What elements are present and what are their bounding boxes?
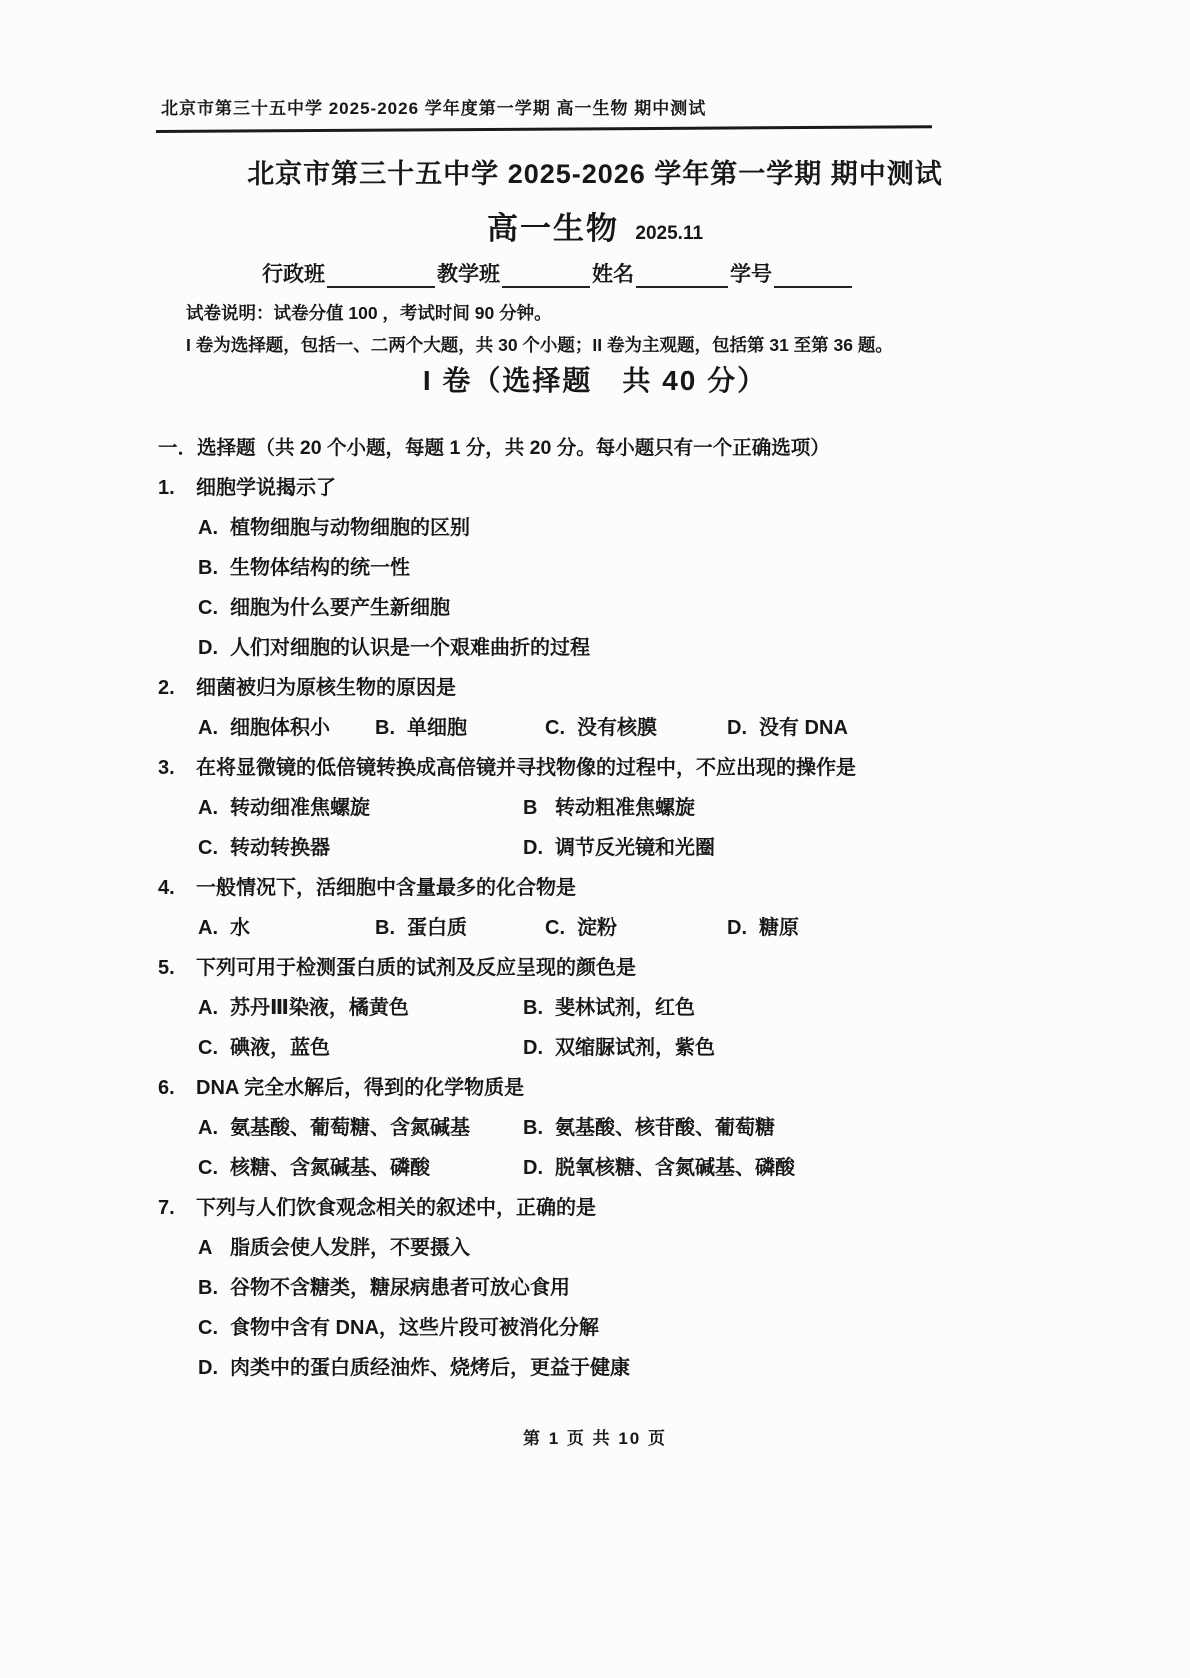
field-blank bbox=[327, 260, 435, 288]
option-text: 植物细胞与动物细胞的区别 bbox=[230, 517, 470, 539]
option-text: 脂质会使人发胖，不要摄入 bbox=[230, 1237, 470, 1259]
option-text: 水 bbox=[230, 917, 250, 939]
option-label: C. bbox=[198, 837, 218, 859]
option-label: D. bbox=[727, 717, 747, 739]
option bbox=[545, 908, 727, 948]
option-text: 调节反光镜和光圈 bbox=[555, 837, 715, 859]
option-text: 人们对细胞的认识是一个艰难曲折的过程 bbox=[230, 637, 590, 659]
course-title: 高一生物 bbox=[486, 211, 619, 246]
question-stem bbox=[158, 1068, 1078, 1108]
question bbox=[158, 1188, 1078, 1388]
option-label: C. bbox=[545, 917, 565, 939]
option-text: 细胞为什么要产生新细胞 bbox=[230, 597, 450, 619]
option bbox=[523, 1028, 1078, 1068]
question-number: 7. bbox=[158, 1197, 175, 1219]
question-text: DNA 完全水解后，得到的化学物质是 bbox=[196, 1077, 525, 1099]
option-label: D. bbox=[523, 1037, 543, 1059]
option bbox=[375, 908, 545, 948]
option bbox=[198, 988, 523, 1028]
option-text: 蛋白质 bbox=[407, 917, 467, 939]
course-subtitle bbox=[0, 203, 1190, 248]
option-label: D. bbox=[198, 637, 218, 659]
question-number: 6. bbox=[158, 1077, 175, 1099]
option-label: A. bbox=[198, 997, 218, 1019]
option-text: 生物体结构的统一性 bbox=[230, 557, 410, 579]
part-heading: 一．选择题（共 20 个小题，每题 1 分，共 20 分。每小题只有一个正确选项） bbox=[158, 437, 830, 459]
question bbox=[158, 948, 1078, 1068]
option bbox=[198, 908, 375, 948]
option-text: 糖原 bbox=[759, 917, 799, 939]
option-label: C. bbox=[198, 1317, 218, 1339]
option-label: B bbox=[523, 797, 538, 819]
option-label: D. bbox=[727, 917, 747, 939]
option bbox=[523, 1108, 1078, 1148]
option-text: 斐林试剂，红色 bbox=[555, 997, 695, 1019]
option-label: B. bbox=[375, 917, 395, 939]
option bbox=[727, 908, 799, 948]
option-text: 没有核膜 bbox=[577, 717, 657, 739]
question-text: 下列可用于检测蛋白质的试剂及反应呈现的颜色是 bbox=[196, 957, 636, 979]
question bbox=[158, 468, 1078, 668]
question-stem bbox=[158, 948, 1078, 988]
option-label: C. bbox=[198, 597, 218, 619]
question-stem bbox=[158, 668, 1078, 708]
option-label: B. bbox=[523, 1117, 543, 1139]
option bbox=[523, 988, 1078, 1028]
question-text: 在将显微镜的低倍镜转换成高倍镜并寻找物像的过程中，不应出现的操作是 bbox=[196, 757, 856, 779]
exam-note: I 卷为选择题，包括一、二两个大题，共 30 个小题；II 卷为主观题，包括第 31 至第 36 题。 bbox=[186, 335, 893, 355]
option-text: 肉类中的蛋白质经油炸、烧烤后，更益于健康 bbox=[230, 1357, 630, 1379]
option-label: B. bbox=[375, 717, 395, 739]
option-text: 碘液，蓝色 bbox=[230, 1037, 330, 1059]
page-footer: 第 1 页 共 10 页 bbox=[523, 1429, 667, 1448]
option-label: D. bbox=[523, 837, 543, 859]
option bbox=[158, 1268, 1078, 1308]
option-label: D. bbox=[198, 1357, 218, 1379]
option bbox=[198, 1108, 523, 1148]
option-label: D. bbox=[523, 1157, 543, 1179]
section-title: I 卷（选择题 共 40 分） bbox=[422, 365, 768, 396]
field-blank bbox=[636, 260, 728, 288]
question-stem bbox=[158, 868, 1078, 908]
option bbox=[158, 1308, 1078, 1348]
question-number: 3. bbox=[158, 757, 175, 779]
option-text: 谷物不含糖类，糖尿病患者可放心食用 bbox=[230, 1277, 570, 1299]
running-header: 北京市第三十五中学 2025-2026 学年度第一学期 高一生物 期中测试 bbox=[161, 99, 707, 118]
option bbox=[545, 708, 727, 748]
option-text: 转动粗准焦螺旋 bbox=[555, 797, 695, 819]
exam-title: 北京市第三十五中学 2025-2026 学年第一学期 期中测试 bbox=[247, 159, 943, 189]
option bbox=[523, 828, 1078, 868]
option bbox=[158, 508, 1078, 548]
option-label: A. bbox=[198, 1117, 218, 1139]
option-text: 食物中含有 DNA，这些片段可被消化分解 bbox=[230, 1317, 599, 1339]
option bbox=[198, 828, 523, 868]
question-number: 1. bbox=[158, 477, 175, 499]
option-text: 转动细准焦螺旋 bbox=[230, 797, 370, 819]
question-stem bbox=[158, 748, 1078, 788]
question bbox=[158, 748, 1078, 868]
question-text: 一般情况下，活细胞中含量最多的化合物是 bbox=[196, 877, 576, 899]
option bbox=[198, 1148, 523, 1188]
option-label: C. bbox=[545, 717, 565, 739]
question-text: 细胞学说揭示了 bbox=[196, 477, 336, 499]
option-text: 双缩脲试剂，紫色 bbox=[555, 1037, 715, 1059]
question-number: 4. bbox=[158, 877, 175, 899]
field-label: 学号 bbox=[730, 263, 772, 286]
option bbox=[158, 628, 1078, 668]
option bbox=[198, 708, 375, 748]
option bbox=[158, 1228, 1078, 1268]
option-text: 淀粉 bbox=[577, 917, 617, 939]
field-blank bbox=[774, 260, 852, 288]
option bbox=[523, 1148, 1078, 1188]
field-label: 教学班 bbox=[437, 263, 500, 286]
exam-date: 2025.11 bbox=[635, 223, 704, 244]
option-text: 转动转换器 bbox=[230, 837, 330, 859]
question-number: 2. bbox=[158, 677, 175, 699]
option bbox=[158, 1348, 1078, 1388]
option-label: A. bbox=[198, 717, 218, 739]
option-text: 氨基酸、葡萄糖、含氮碱基 bbox=[230, 1117, 470, 1139]
option bbox=[158, 588, 1078, 628]
option-label: C. bbox=[198, 1157, 218, 1179]
question-stem bbox=[158, 1188, 1078, 1228]
option-text: 苏丹Ⅲ染液，橘黄色 bbox=[230, 997, 409, 1019]
question-number: 5. bbox=[158, 957, 175, 979]
question bbox=[158, 1068, 1078, 1188]
question bbox=[158, 668, 1078, 748]
field-label: 姓名 bbox=[592, 263, 634, 286]
option-text: 核糖、含氮碱基、磷酸 bbox=[230, 1157, 430, 1179]
option-label: C. bbox=[198, 1037, 218, 1059]
exam-note: 试卷说明：试卷分值 100 ，考试时间 90 分钟。 bbox=[186, 303, 552, 323]
option bbox=[158, 548, 1078, 588]
question-stem bbox=[158, 468, 1078, 508]
option-text: 没有 DNA bbox=[759, 717, 848, 739]
option-label: B. bbox=[198, 1277, 218, 1299]
option-label: A bbox=[198, 1237, 213, 1259]
question-text: 细菌被归为原核生物的原因是 bbox=[196, 677, 456, 699]
option bbox=[198, 1028, 523, 1068]
option-text: 细胞体积小 bbox=[230, 717, 330, 739]
option-label: A. bbox=[198, 517, 218, 539]
questions-list bbox=[158, 428, 1078, 1388]
option bbox=[198, 788, 523, 828]
option-label: B. bbox=[523, 997, 543, 1019]
option-label: B. bbox=[198, 557, 218, 579]
option-label: A. bbox=[198, 797, 218, 819]
option-text: 脱氧核糖、含氮碱基、磷酸 bbox=[555, 1157, 795, 1179]
option-label: A. bbox=[198, 917, 218, 939]
header-rule bbox=[156, 125, 932, 133]
option-text: 氨基酸、核苷酸、葡萄糖 bbox=[555, 1117, 775, 1139]
question bbox=[158, 868, 1078, 948]
question-text: 下列与人们饮食观念相关的叙述中，正确的是 bbox=[196, 1197, 596, 1219]
option bbox=[523, 788, 1078, 828]
student-info-row bbox=[262, 258, 854, 288]
field-blank bbox=[502, 260, 590, 288]
field-label: 行政班 bbox=[262, 263, 325, 286]
option bbox=[375, 708, 545, 748]
option bbox=[727, 708, 848, 748]
option-text: 单细胞 bbox=[407, 717, 467, 739]
